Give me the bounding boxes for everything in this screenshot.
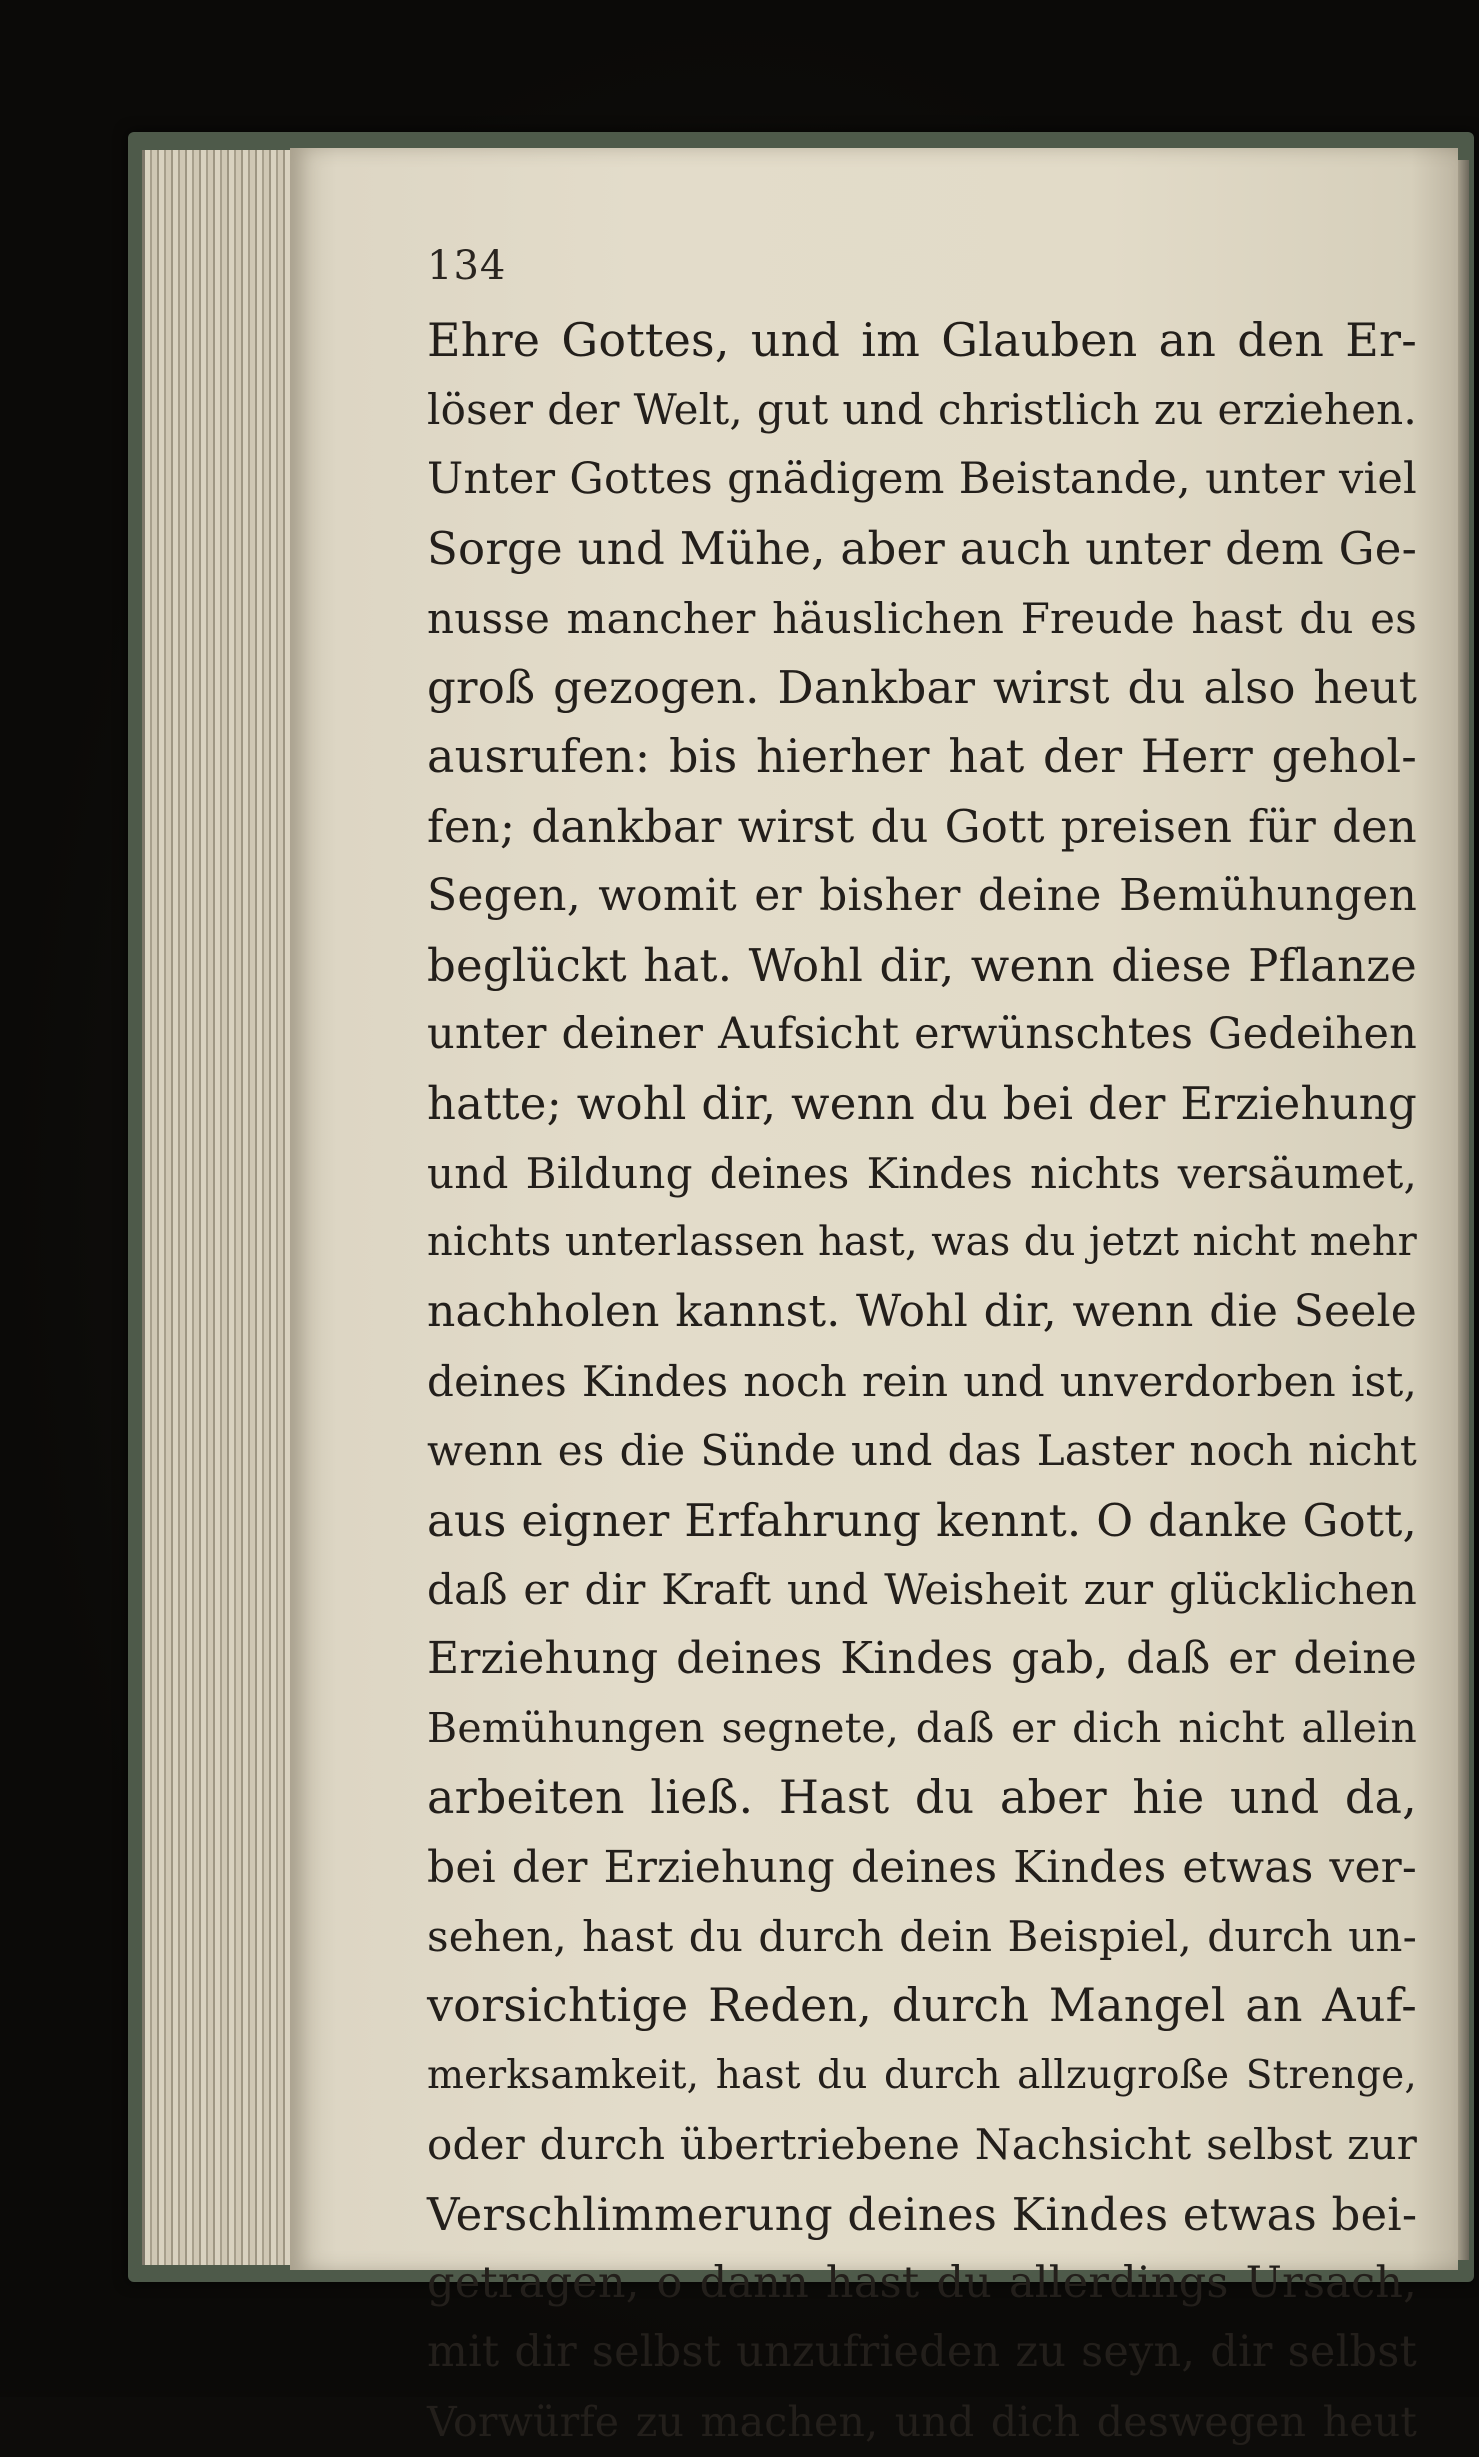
text-line: vorsichtige Reden, durch Mangel an Auf-	[427, 1978, 1417, 2033]
text-line: merksamkeit, hast du durch allzugroße Strenge,	[427, 2052, 1417, 2098]
text-line: löser der Welt, gut und christlich zu erziehen.	[427, 385, 1417, 435]
text-line: Erziehung deines Kindes gab, daß er deine	[427, 1633, 1417, 1685]
text-line: deines Kindes noch rein und unverdorben ist,	[427, 1356, 1417, 1406]
text-line: Bemühungen segnete, daß er dich nicht allein	[427, 1703, 1417, 1752]
text-line: nichts unterlassen hast, was du jetzt nicht mehr	[427, 1219, 1417, 1266]
text-line: Ehre Gottes, und im Glauben an den Er-	[427, 313, 1417, 367]
text-line: sehen, hast du durch dein Beispiel, durch un-	[427, 1911, 1417, 1961]
text-line: unter deiner Aufsicht erwünschtes Gedeihen	[427, 1008, 1417, 1059]
text-line: Vorwürfe zu machen, und dich deswegen heut	[427, 2397, 1417, 2446]
text-line: arbeiten ließ. Hast du aber hie und da,	[427, 1770, 1417, 1825]
text-line: Unter Gottes gnädigem Beistande, unter viel	[427, 453, 1417, 504]
text-line: hatte; wohl dir, wenn du bei der Erziehung	[427, 1077, 1417, 1131]
text-line: und Bildung deines Kindes nichts versäumet,	[427, 1148, 1417, 1198]
text-line: Segen, womit er bisher deine Bemühungen	[427, 870, 1417, 922]
page-edges	[142, 150, 295, 2265]
text-line: oder durch übertriebene Nachsicht selbst zur	[427, 2120, 1417, 2170]
text-line: mit dir selbst unzufrieden zu seyn, dir selbst	[427, 2327, 1417, 2378]
text-line: wenn es die Sünde und das Laster noch nicht	[427, 1426, 1417, 1476]
text-line: fen; dankbar wirst du Gott preisen für den	[427, 799, 1417, 853]
text-line: Verschlimmerung deines Kindes etwas bei-	[427, 2187, 1418, 2241]
text-line: Sorge und Mühe, aber auch unter dem Ge-	[427, 522, 1417, 576]
text-line: nusse mancher häuslichen Freude hast du es	[427, 593, 1417, 643]
text-line: bei der Erziehung deines Kindes etwas ver-	[427, 1841, 1417, 1893]
text-line: daß er dir Kraft und Weisheit zur glücklichen	[427, 1565, 1417, 1615]
text-line: getragen, o dann hast du allerdings Ursach,	[427, 2257, 1417, 2308]
page-number: 134	[427, 243, 507, 289]
text-line: aus eigner Erfahrung kennt. O danke Gott,	[427, 1493, 1417, 1547]
book-page	[290, 148, 1458, 2446]
text-line: nachholen kannst. Wohl dir, wenn die Seele	[427, 1286, 1417, 1338]
body-text	[427, 306, 1417, 2457]
text-line: ausrufen: bis hierher hat der Herr gehol-	[427, 729, 1417, 784]
text-line: groß gezogen. Dankbar wirst du also heut	[427, 660, 1417, 714]
text-line: beglückt hat. Wohl dir, wenn diese Pflanze	[427, 938, 1417, 992]
